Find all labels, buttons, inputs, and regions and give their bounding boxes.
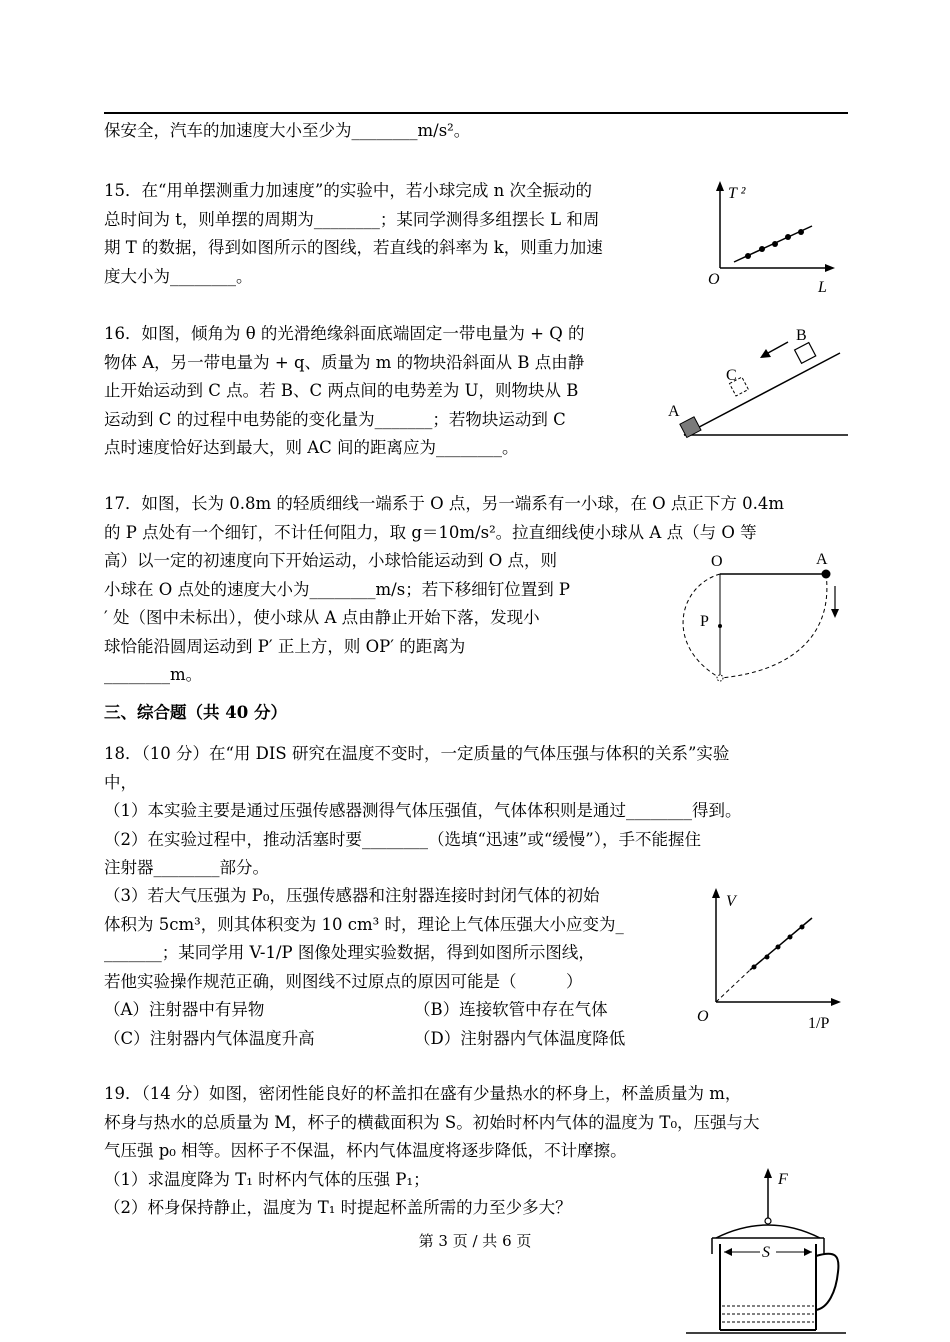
data-point [752,965,757,970]
question-18-intro [104,740,848,883]
block-at-b [795,343,816,364]
data-point [745,253,751,259]
x-axis-label: 1/P [808,1015,830,1032]
option-row [104,996,704,1025]
option-c[interactable]: （C）注射器内气体温度升高 [104,1028,315,1048]
lid-knob [765,1218,771,1224]
q18-line: （2）在实验过程中，推动活塞时要________（选填“迅速”或“缓慢”），手不能握住 [104,829,701,849]
data-point [772,241,778,247]
q16-line: 运动到 C 的过程中电势能的变化量为_______；若物块运动到 C [104,409,566,429]
label-c: C [726,367,737,384]
label-o: O [711,553,723,570]
q16-line: 点时速度恰好达到最大，则 AC 间的距离应为________。 [104,438,519,457]
option-a[interactable]: （A）注射器中有异物 [104,1000,265,1019]
label-a: A [816,551,828,568]
q16-line: 物体 A，另一带电量为 + q、质量为 m 的物块沿斜面从 B 点由静 [104,352,585,372]
q17-line: 17．如图，长为 0.8m 的轻质细线一端系于 O 点，另一端系有一小球，在 O 点正下方 0.4m [104,494,785,513]
origin-label: O [708,271,720,288]
question-16 [104,320,692,463]
question-18-options [104,996,704,1053]
q17-line: 球恰能沿圆周运动到 P′ 正上方，则 OP′ 的距离为 [104,636,466,656]
q18-line: 若他实验操作规范正确，则图线不过原点的原因可能是（ ） [104,971,583,991]
data-point [765,955,770,960]
q18-line: _______；某同学用 V-1/P 图像处理实验数据，得到如图所示图线， [104,943,595,962]
q15-line: 15．在“用单摆测重力加速度”的实验中，若小球完成 n 次全振动的 [104,181,592,200]
x-axis-label: L [818,279,827,296]
q17-pendulum-figure [664,546,850,686]
force-label: F [778,1171,788,1188]
header-continuation [104,117,848,146]
q17-line: 高）以一定的初速度向下开始运动，小球恰能运动到 O 点，则 [104,551,558,570]
data-point [776,945,781,950]
q19-line: （2）杯身保持静止，温度为 T₁ 时提起杯盖所需的力至少多大？ [104,1198,572,1217]
y-axis-arrow [716,181,724,191]
label-p: P [700,613,709,630]
y-axis-label: V [726,893,736,910]
section-title: 三、综合题（共 40 分） [104,703,287,722]
q18-line: 体积为 5cm³，则其体积变为 10 cm³ 时，理论上气体压强大小应变为_ [104,914,624,934]
question-15 [104,177,692,291]
q18-line: 18．（10 分）在“用 DIS 研究在温度不变时，一定质量的气体压强与体积的关系”实验 [104,744,730,763]
page-footer: 第 3 页 / 共 6 页 [418,1232,532,1250]
q19-line: （1）求温度降为 T₁ 时杯内气体的压强 P₁； [104,1169,430,1189]
area-label: S [762,1244,770,1261]
q18-line: （1）本实验主要是通过压强传感器测得气体压强值，气体体积则是通过________得到。 [104,801,742,820]
q17-line: ________m。 [104,665,203,684]
label-b: B [796,327,807,344]
q18-line: （3）若大气压强为 P₀，压强传感器和注射器连接时封闭气体的初始 [104,886,600,905]
q16-line: 止开始运动到 C 点。若 B、C 两点间的电势差为 U，则物块从 B [104,381,579,400]
q17-line: 的 P 点处有一个细钉，不计任何阻力，取 g＝10m/s²。拉直细线使小球从 A 点（与 O 等 [104,522,757,542]
q15-line: 期 T 的数据，得到如图所示的图线，若直线的斜率为 k，则重力加速 [104,238,603,257]
q19-line: 杯身与热水的总质量为 M，杯子的横截面积为 S。初始时杯内气体的温度为 T₀，压强与大 [104,1112,760,1132]
large-arc-path [720,574,827,678]
motion-arrowhead [760,349,771,358]
force-arrowhead [764,1168,772,1178]
x-axis-arrow [831,998,841,1006]
question-18-part3 [104,882,692,996]
motion-arrow [768,342,788,353]
section-3-heading [104,699,848,728]
q18-graph [694,884,844,1034]
extrapolated-line [716,970,750,1002]
q15-line: 总时间为 t，则单摆的周期为________；某同学测得多组摆长 L 和周 [104,209,600,229]
header-line: 保安全，汽车的加速度大小至少为________m/s²。 [104,121,471,140]
option-row [104,1025,704,1054]
data-point [785,234,791,240]
question-17-intro [104,490,848,547]
data-point [788,935,793,940]
data-point [759,246,765,252]
q18-line: 中， [104,772,137,792]
incline-surface [684,353,840,435]
question-17-body [104,547,644,690]
q16-line: 16．如图，倾角为 θ 的光滑绝缘斜面底端固定一带电量为 + Q 的 [104,324,585,343]
q18-line: 注射器________部分。 [104,858,269,877]
header-rule [104,112,848,114]
lowest-point [717,675,723,681]
q19-line: 气压强 p₀ 相等。因杯子不保温，杯内气体温度将逐步降低，不计摩擦。 [104,1141,627,1160]
data-point [798,229,804,235]
y-axis-arrow [712,888,720,898]
nail-p [718,624,722,628]
cup-handle [816,1254,838,1310]
label-a: A [668,403,680,420]
y-axis-label: T ² [728,185,746,202]
data-point [800,925,805,930]
q16-incline-figure [664,318,850,444]
q19-line: 19．（14 分）如图，密闭性能良好的杯盖扣在盛有少量热水的杯身上，杯盖质量为 m， [104,1084,742,1103]
velocity-arrowhead [831,609,839,618]
x-axis-arrow [825,264,835,272]
option-b[interactable]: （B）连接软管中存在气体 [414,1000,608,1019]
q17-line: ′ 处（图中未标出），使小球从 A 点由静止开始下落，发现小 [104,608,540,627]
q17-line: 小球在 O 点处的速度大小为________m/s；若下移细钉位置到 P [104,579,571,599]
q15-line: 度大小为________。 [104,266,253,286]
option-d[interactable]: （D）注射器内气体温度降低 [414,1028,626,1048]
q15-graph [700,178,840,298]
origin-label: O [697,1008,709,1025]
